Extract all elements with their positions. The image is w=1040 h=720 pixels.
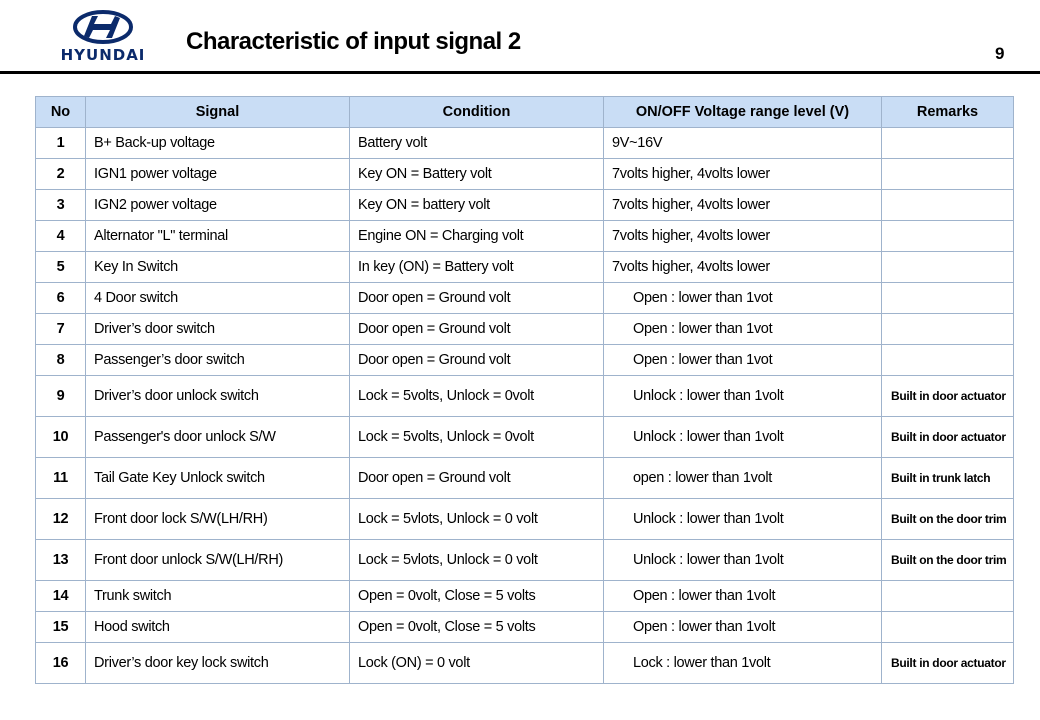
cell-condition: Lock = 5vlots, Unlock = 0 volt — [350, 499, 604, 540]
cell-voltage: Open : lower than 1volt — [604, 612, 882, 643]
cell-no: 9 — [36, 376, 86, 417]
cell-no: 1 — [36, 128, 86, 159]
cell-remarks — [882, 252, 1014, 283]
table-row — [36, 376, 1014, 417]
cell-voltage: 7volts higher, 4volts lower — [604, 221, 882, 252]
cell-no: 6 — [36, 283, 86, 314]
cell-no: 16 — [36, 643, 86, 684]
cell-voltage: Lock : lower than 1volt — [604, 643, 882, 684]
cell-signal: IGN1 power voltage — [86, 159, 350, 190]
column-header-remarks: Remarks — [882, 97, 1014, 128]
cell-condition: Key ON = Battery volt — [350, 159, 604, 190]
column-header-voltage: ON/OFF Voltage range level (V) — [604, 97, 882, 128]
cell-condition: Lock (ON) = 0 volt — [350, 643, 604, 684]
cell-remarks: Built in door actuator — [882, 376, 1014, 417]
cell-signal: 4 Door switch — [86, 283, 350, 314]
table-row — [36, 643, 1014, 684]
cell-voltage: 7volts higher, 4volts lower — [604, 252, 882, 283]
cell-signal: IGN2 power voltage — [86, 190, 350, 221]
cell-signal: Trunk switch — [86, 581, 350, 612]
cell-condition: Lock = 5vlots, Unlock = 0 volt — [350, 540, 604, 581]
cell-signal: Passenger’s door switch — [86, 345, 350, 376]
cell-no: 5 — [36, 252, 86, 283]
cell-voltage: Open : lower than 1vot — [604, 283, 882, 314]
cell-signal: B+ Back-up voltage — [86, 128, 350, 159]
cell-no: 10 — [36, 417, 86, 458]
cell-no: 3 — [36, 190, 86, 221]
cell-no: 13 — [36, 540, 86, 581]
cell-remarks — [882, 314, 1014, 345]
cell-remarks — [882, 190, 1014, 221]
cell-no: 2 — [36, 159, 86, 190]
cell-condition: Battery volt — [350, 128, 604, 159]
cell-voltage: 9V~16V — [604, 128, 882, 159]
cell-remarks — [882, 612, 1014, 643]
cell-signal: Driver’s door key lock switch — [86, 643, 350, 684]
cell-voltage: Unlock : lower than 1volt — [604, 499, 882, 540]
table-row — [36, 540, 1014, 581]
cell-remarks — [882, 283, 1014, 314]
table-row — [36, 283, 1014, 314]
cell-remarks — [882, 581, 1014, 612]
table-row — [36, 612, 1014, 643]
table-row — [36, 458, 1014, 499]
table-row — [36, 314, 1014, 345]
input-signal-table — [35, 96, 1014, 684]
column-header-signal: Signal — [86, 97, 350, 128]
cell-voltage: Unlock : lower than 1volt — [604, 540, 882, 581]
cell-condition: Key ON = battery volt — [350, 190, 604, 221]
column-header-no: No — [36, 97, 86, 128]
cell-no: 15 — [36, 612, 86, 643]
table-row — [36, 159, 1014, 190]
cell-voltage: Open : lower than 1volt — [604, 581, 882, 612]
cell-voltage: Unlock : lower than 1volt — [604, 376, 882, 417]
cell-voltage: Unlock : lower than 1volt — [604, 417, 882, 458]
cell-voltage: 7volts higher, 4volts lower — [604, 190, 882, 221]
header-divider — [0, 71, 1040, 74]
cell-voltage: 7volts higher, 4volts lower — [604, 159, 882, 190]
cell-remarks — [882, 128, 1014, 159]
table-row — [36, 581, 1014, 612]
cell-voltage: Open : lower than 1vot — [604, 345, 882, 376]
page-number: 9 — [995, 44, 1005, 63]
hyundai-emblem-icon — [73, 10, 133, 44]
table-row — [36, 417, 1014, 458]
cell-signal: Tail Gate Key Unlock switch — [86, 458, 350, 499]
cell-signal: Front door unlock S/W(LH/RH) — [86, 540, 350, 581]
table-header-row — [36, 97, 1014, 128]
cell-voltage: open : lower than 1volt — [604, 458, 882, 499]
logo-text: HYUNDAI — [60, 46, 146, 64]
cell-condition: Open = 0volt, Close = 5 volts — [350, 581, 604, 612]
cell-remarks — [882, 159, 1014, 190]
cell-condition: Door open = Ground volt — [350, 283, 604, 314]
cell-signal: Driver’s door switch — [86, 314, 350, 345]
cell-condition: Door open = Ground volt — [350, 314, 604, 345]
cell-remarks: Built in trunk latch — [882, 458, 1014, 499]
cell-no: 11 — [36, 458, 86, 499]
cell-remarks — [882, 345, 1014, 376]
cell-remarks: Built on the door trim — [882, 540, 1014, 581]
cell-condition: Lock = 5volts, Unlock = 0volt — [350, 417, 604, 458]
table-row — [36, 221, 1014, 252]
cell-no: 14 — [36, 581, 86, 612]
cell-signal: Key In Switch — [86, 252, 350, 283]
table-row — [36, 128, 1014, 159]
cell-no: 4 — [36, 221, 86, 252]
table-row — [36, 345, 1014, 376]
cell-remarks: Built in door actuator — [882, 643, 1014, 684]
cell-condition: Door open = Ground volt — [350, 458, 604, 499]
table-row — [36, 499, 1014, 540]
cell-condition: Open = 0volt, Close = 5 volts — [350, 612, 604, 643]
cell-signal: Passenger's door unlock S/W — [86, 417, 350, 458]
cell-condition: In key (ON) = Battery volt — [350, 252, 604, 283]
cell-condition: Engine ON = Charging volt — [350, 221, 604, 252]
cell-signal: Hood switch — [86, 612, 350, 643]
cell-remarks: Built on the door trim — [882, 499, 1014, 540]
cell-remarks: Built in door actuator — [882, 417, 1014, 458]
column-header-condition: Condition — [350, 97, 604, 128]
cell-remarks — [882, 221, 1014, 252]
table-row — [36, 190, 1014, 221]
cell-no: 12 — [36, 499, 86, 540]
cell-signal: Alternator "L" terminal — [86, 221, 350, 252]
cell-condition: Lock = 5volts, Unlock = 0volt — [350, 376, 604, 417]
cell-no: 7 — [36, 314, 86, 345]
table-row — [36, 252, 1014, 283]
hyundai-logo — [58, 10, 148, 64]
cell-no: 8 — [36, 345, 86, 376]
cell-signal: Driver’s door unlock switch — [86, 376, 350, 417]
cell-voltage: Open : lower than 1vot — [604, 314, 882, 345]
page-title: Characteristic of input signal 2 — [186, 28, 521, 55]
cell-signal: Front door lock S/W(LH/RH) — [86, 499, 350, 540]
cell-condition: Door open = Ground volt — [350, 345, 604, 376]
